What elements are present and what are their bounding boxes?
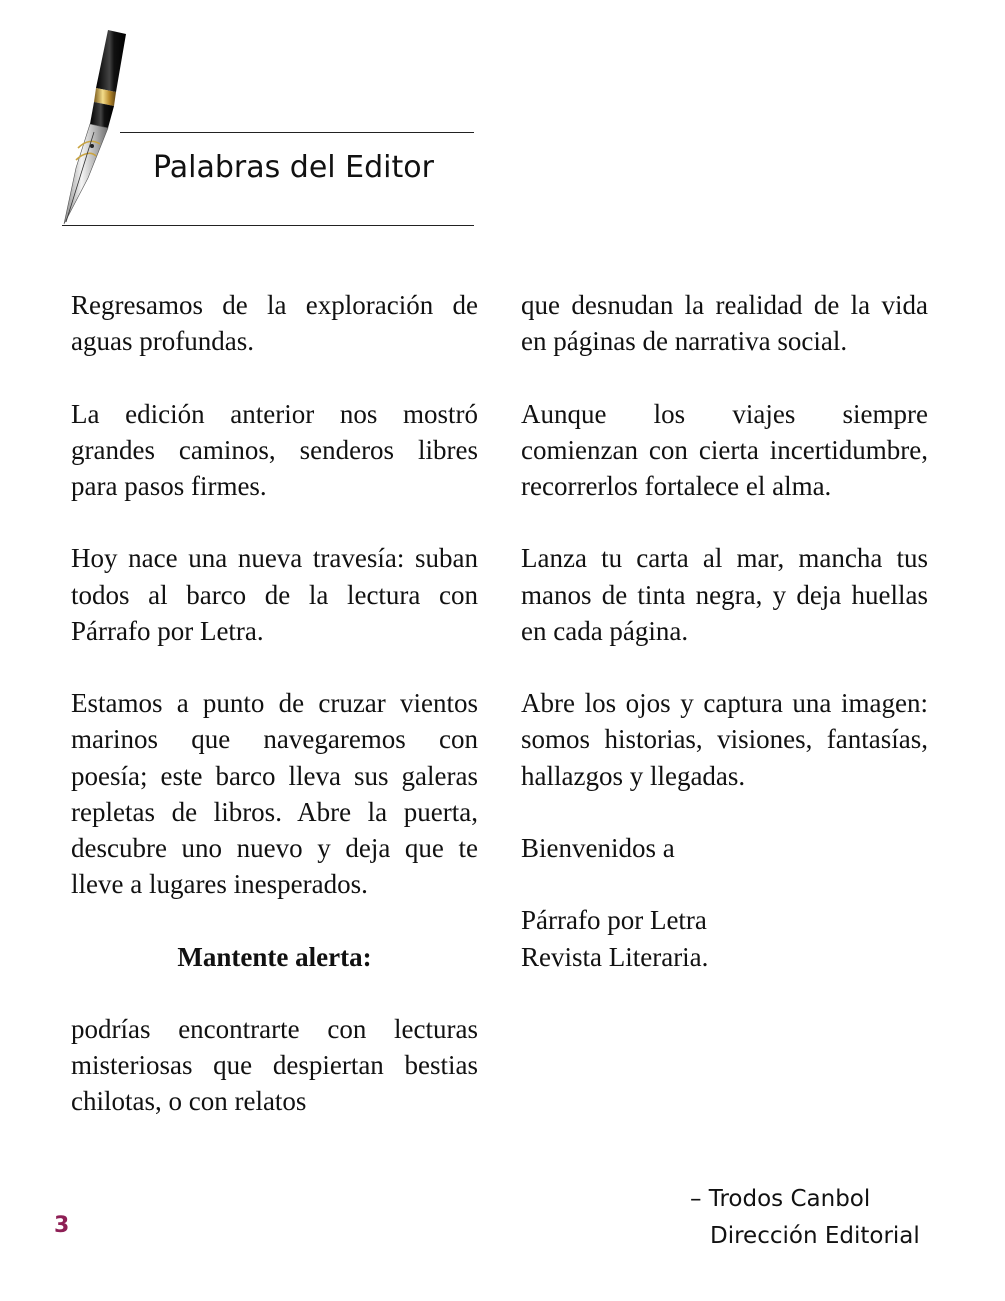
editor-name: – Trodos Canbol: [690, 1186, 871, 1212]
page-title: Palabras del Editor: [153, 150, 434, 185]
alert-heading: Mantente alerta:: [177, 941, 372, 972]
header-bottom-rule: [62, 225, 474, 226]
right-column: [521, 287, 928, 975]
editor-role: Dirección Editorial: [710, 1223, 920, 1249]
editor-signature: [690, 1181, 920, 1255]
paragraph: Aunque los viajes siempre comienzan con cierta incertidumbre, recorrerlos fortalece el alma.: [521, 398, 928, 501]
fountain-pen-icon: [56, 28, 136, 228]
paragraph: La edición anterior nos mostró grandes caminos, senderos libres para pasos firmes.: [71, 398, 478, 501]
magazine-name: Párrafo por Letra: [521, 905, 707, 936]
magazine-subtitle: Revista Literaria.: [521, 941, 709, 972]
header-top-rule: [120, 132, 474, 133]
paragraph: Estamos a punto de cruzar vientos marinos que navegaremos con poesía; este barco lleva sus galeras repletas de libros. Abre la puerta, descubre uno nuevo y deja que te lleve a lugares inesperados.: [71, 688, 478, 900]
left-column: [71, 287, 478, 1120]
paragraph: Regresamos de la exploración de aguas profundas.: [71, 290, 478, 357]
paragraph: Hoy nace una nueva travesía: suban todos al barco de la lectura con Párrafo por Letra.: [71, 543, 478, 646]
paragraph: que desnudan la realidad de la vida en páginas de narrativa social.: [521, 290, 928, 357]
welcome-line: Bienvenidos a: [521, 832, 675, 863]
paragraph: Abre los ojos y captura una imagen: somos historias, visiones, fantasías, hallazgos y llegadas.: [521, 688, 928, 791]
paragraph: podrías encontrarte con lecturas misteriosas que despiertan bestias chilotas, o con relatos: [71, 1013, 478, 1117]
page-number: 3: [54, 1213, 70, 1238]
paragraph: Lanza tu carta al mar, mancha tus manos de tinta negra, y deja huellas en cada página.: [521, 543, 928, 646]
